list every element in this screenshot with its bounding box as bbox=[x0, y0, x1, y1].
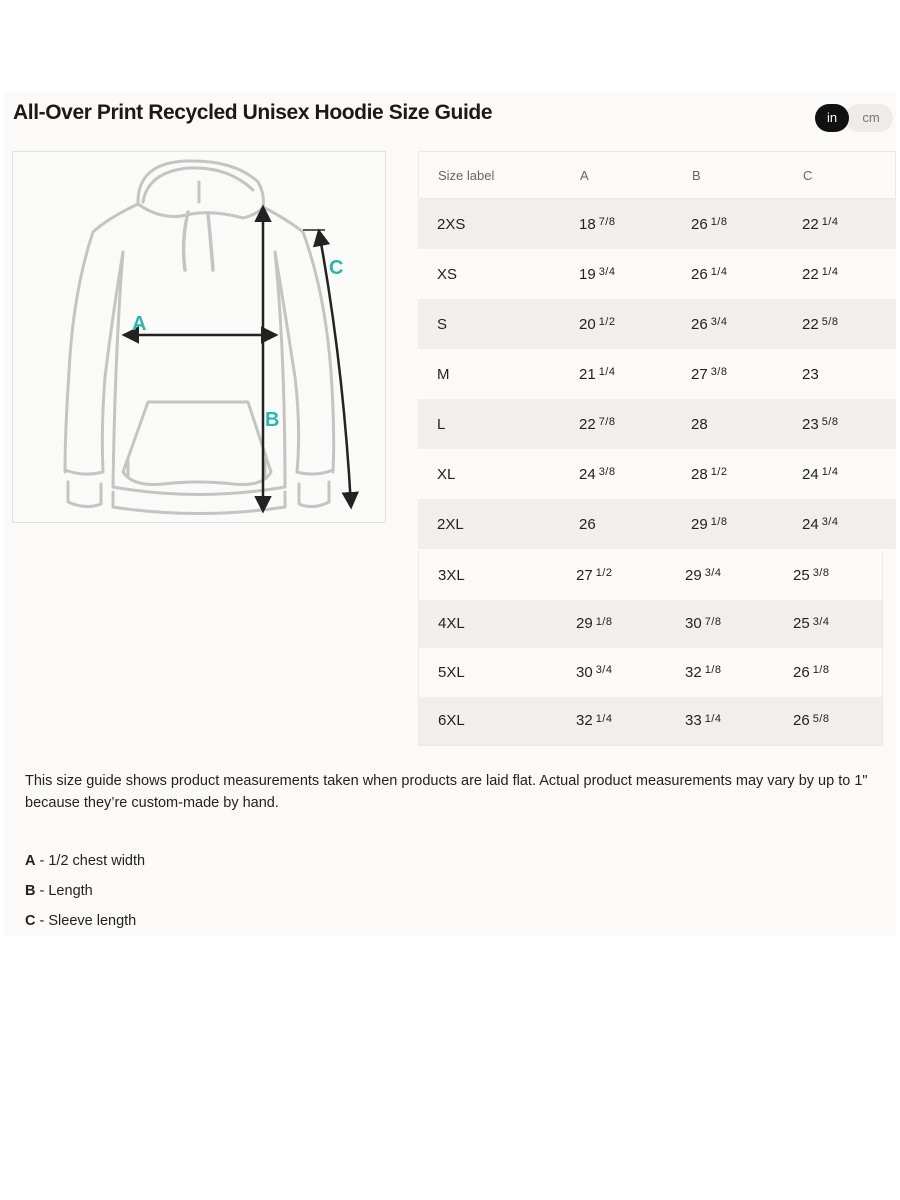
unit-toggle[interactable] bbox=[815, 104, 893, 132]
size-guide-note: This size guide shows product measurements taken when products are laid flat. Actual product measurements may vary by up to 1" because they’re custom-made by hand. bbox=[25, 773, 868, 811]
legend-letter: C bbox=[25, 913, 36, 929]
table-row bbox=[418, 600, 882, 649]
hoodie-measurement-diagram bbox=[12, 151, 386, 523]
measurement-c-cell: 26 1/8 bbox=[793, 663, 830, 681]
measurement-c-cell: 22 1/4 bbox=[802, 215, 839, 233]
table-row bbox=[418, 499, 896, 549]
measurement-c-cell: 23 5/8 bbox=[802, 415, 839, 433]
measurement-b-cell: 26 1/4 bbox=[691, 265, 728, 283]
size-label-cell: 6XL bbox=[438, 712, 465, 730]
measurement-c-cell: 24 1/4 bbox=[802, 465, 839, 483]
measurement-a-cell: 18 7/8 bbox=[579, 215, 616, 233]
size-label-cell: S bbox=[437, 315, 448, 333]
measurement-c-cell: 22 5/8 bbox=[802, 315, 839, 333]
unit-in-button[interactable]: in bbox=[815, 104, 849, 132]
size-label-cell: 4XL bbox=[438, 615, 465, 633]
table-row bbox=[418, 697, 882, 746]
header-c: C bbox=[803, 167, 813, 183]
table-row bbox=[418, 299, 896, 349]
measurement-b-cell: 30 7/8 bbox=[685, 615, 722, 633]
measurement-a-cell: 21 1/4 bbox=[579, 365, 616, 383]
header-size-label: Size label bbox=[438, 167, 495, 183]
measurement-a-cell: 19 3/4 bbox=[579, 265, 616, 283]
label-c: C bbox=[329, 257, 344, 279]
measurement-b-cell: 27 3/8 bbox=[691, 365, 728, 383]
header-b: B bbox=[692, 167, 701, 183]
legend-letter: A bbox=[25, 853, 36, 869]
legend-text: - Length bbox=[35, 883, 93, 899]
measurement-a-cell: 24 3/8 bbox=[579, 465, 616, 483]
size-label-cell: L bbox=[437, 415, 446, 433]
size-label-cell: 2XL bbox=[437, 515, 464, 533]
size-label-cell: 5XL bbox=[438, 663, 465, 681]
measurement-c-cell: 23 bbox=[802, 365, 819, 383]
table-row bbox=[418, 449, 896, 499]
measurement-c-cell: 22 1/4 bbox=[802, 265, 839, 283]
measurement-c-cell: 25 3/4 bbox=[793, 615, 830, 633]
measurement-b-cell: 33 1/4 bbox=[685, 712, 722, 730]
measurement-a-cell: 32 1/4 bbox=[576, 712, 613, 730]
page-title: All-Over Print Recycled Unisex Hoodie Size Guide bbox=[13, 101, 493, 124]
measurement-b-cell: 26 1/8 bbox=[691, 215, 728, 233]
measurement-a-cell: 29 1/8 bbox=[576, 615, 613, 633]
measurement-a-cell: 30 3/4 bbox=[576, 663, 613, 681]
legend-item-c bbox=[25, 913, 136, 929]
size-label-cell: XS bbox=[437, 265, 458, 283]
size-label-cell: M bbox=[437, 365, 450, 383]
legend-item-b bbox=[25, 883, 93, 899]
measurement-b-cell: 29 1/8 bbox=[691, 515, 728, 533]
legend-item-a bbox=[25, 853, 145, 869]
unit-cm-button[interactable]: cm bbox=[845, 104, 893, 132]
legend-text: - 1/2 chest width bbox=[35, 853, 146, 869]
size-label-cell: XL bbox=[437, 465, 456, 483]
label-a: A bbox=[132, 313, 147, 335]
table-row bbox=[418, 648, 882, 697]
measurement-b-cell: 26 3/4 bbox=[691, 315, 728, 333]
measurement-b-cell: 28 1/2 bbox=[691, 465, 728, 483]
table-row bbox=[418, 399, 896, 449]
table-row bbox=[418, 199, 896, 249]
measurement-c-cell: 25 3/8 bbox=[793, 566, 830, 584]
measurement-c-cell: 24 3/4 bbox=[802, 515, 839, 533]
measurement-a-cell: 26 bbox=[579, 515, 596, 533]
hoodie-outline bbox=[65, 161, 334, 514]
measurement-a-cell: 22 7/8 bbox=[579, 415, 616, 433]
legend-text: - Sleeve length bbox=[35, 913, 137, 929]
table-right-border bbox=[882, 551, 883, 746]
table-row bbox=[418, 349, 896, 399]
hoodie-illustration bbox=[13, 152, 385, 522]
size-label-cell: 2XS bbox=[437, 215, 466, 233]
table-header-row bbox=[418, 151, 896, 199]
measurement-c-cell: 26 5/8 bbox=[793, 712, 830, 730]
table-row bbox=[418, 551, 882, 600]
size-label-cell: 3XL bbox=[438, 566, 465, 584]
header-a: A bbox=[580, 167, 589, 183]
measurement-b-cell: 32 1/8 bbox=[685, 663, 722, 681]
table-row bbox=[418, 249, 896, 299]
measurement-b-cell: 29 3/4 bbox=[685, 566, 722, 584]
measurement-a-cell: 20 1/2 bbox=[579, 315, 616, 333]
measurement-b-cell: 28 bbox=[691, 415, 708, 433]
legend-letter: B bbox=[25, 883, 36, 899]
measurement-a-cell: 27 1/2 bbox=[576, 566, 613, 584]
measurement-arrows bbox=[125, 208, 351, 510]
table-bottom-border bbox=[418, 745, 882, 746]
label-b: B bbox=[265, 409, 280, 431]
